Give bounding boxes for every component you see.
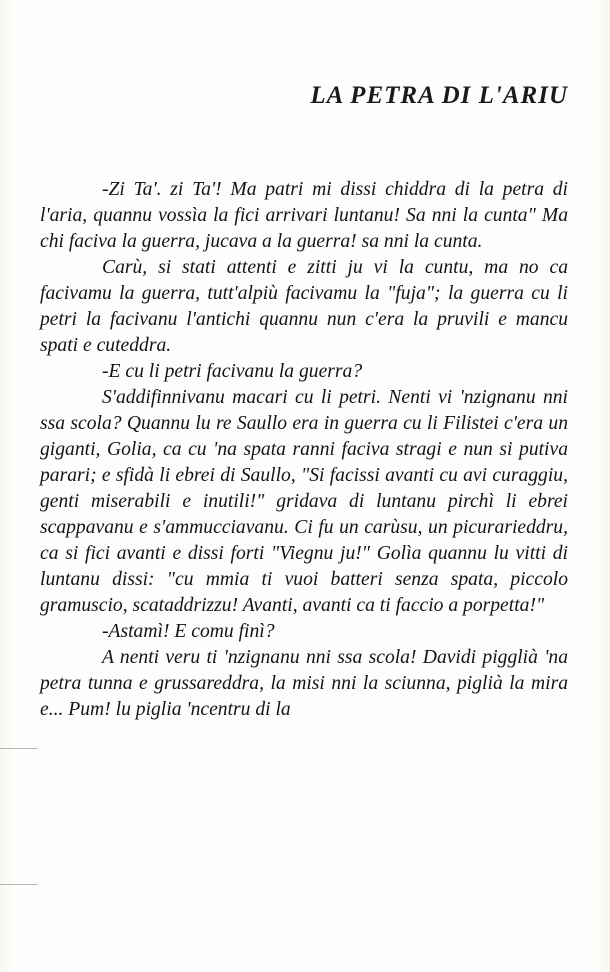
chapter-title: LA PETRA DI L'ARIU bbox=[310, 82, 568, 109]
paragraph: A nenti veru ti 'nzignanu nni ssa scola! Davidi pigglià 'na petra tunna e grussareddra, la misi nni la sciunna, piglià la mira e... Pum! lu piglia 'ncentru di la bbox=[40, 647, 568, 720]
story-text bbox=[40, 177, 568, 723]
paragraph: Carù, si stati attenti e zitti ju vi la cuntu, ma no ca facivamu la guerra, tutt'alpiù facivamu la "fuja"; la guerra cu li petri la facivanu l'antichi quannu nun c'era la pruvili e mancu spati e cuteddra. bbox=[40, 257, 568, 356]
page-edge-mark bbox=[0, 748, 38, 749]
paragraph: -E cu li petri facivanu la guerra? bbox=[102, 361, 363, 382]
paragraph: -Zi Ta'. zi Ta'! Ma patri mi dissi chiddra di la petra di l'aria, quannu vossìa la fici arrivari luntanu! Sa nni la cunta" Ma chi faciva la guerra, jucava a la guerra! sa nni la cunta. bbox=[40, 179, 568, 252]
page-edge-mark bbox=[0, 884, 38, 885]
paragraph: -Astamì! E comu finì? bbox=[102, 621, 275, 642]
paragraph: S'addifinnivanu macari cu li petri. Nenti vi 'nzignanu nni ssa scola? Quannu lu re Saullo era in guerra cu li Filistei c'era un giganti, Golia, ca cu 'na spata ranni faciva stragi e nun si putiva parari; e sfidà li ebrei di Saullo, "Si facissi avanti cu avi curaggiu, genti miserabili e inutili!" gridava di luntanu pirchì li ebrei scappavanu e s'ammucciavanu. Ci fu un carùsu, un picurarieddru, ca si fici avanti e dissi forti "Viegnu ju!" Golìa quannu lu vitti di luntanu dissi: "cu mmia ti vuoi batteri senza spata, piccolo gramuscio, scataddrizzu! Avanti, avanti ca ti faccio a porpetta!" bbox=[40, 387, 568, 616]
